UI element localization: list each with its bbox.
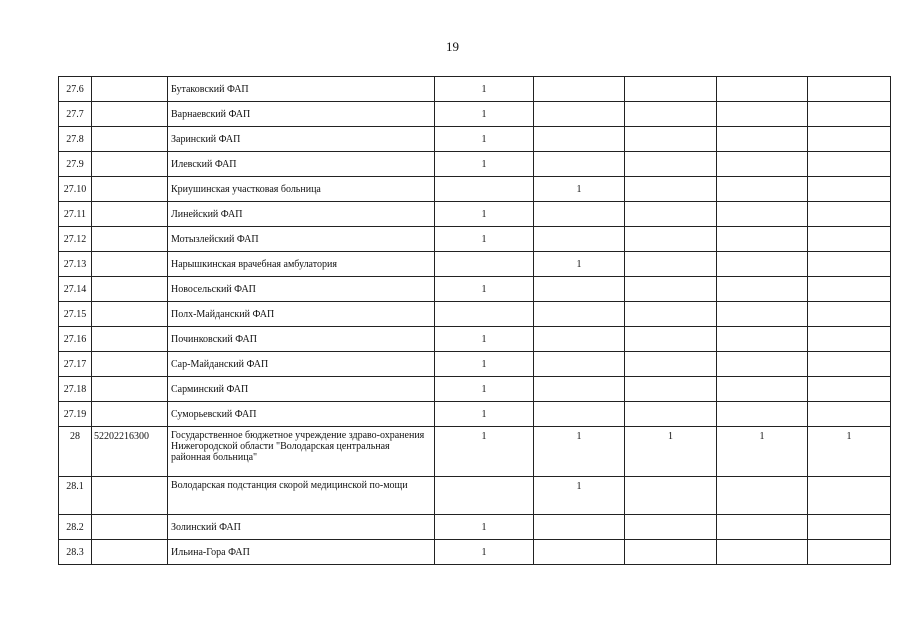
value-cell-2 xyxy=(534,127,625,152)
value-cell-4 xyxy=(717,515,808,540)
value-cell-1: 1 xyxy=(435,152,534,177)
value-cell-5 xyxy=(808,377,891,402)
value-cell-2 xyxy=(534,327,625,352)
value-cell-3 xyxy=(625,277,717,302)
value-cell-1: 1 xyxy=(435,227,534,252)
value-cell-2 xyxy=(534,352,625,377)
code-cell xyxy=(92,127,168,152)
value-cell-5 xyxy=(808,127,891,152)
code-cell xyxy=(92,202,168,227)
value-cell-4 xyxy=(717,352,808,377)
code-cell xyxy=(92,540,168,565)
value-cell-3 xyxy=(625,152,717,177)
table-row xyxy=(59,515,891,540)
value-cell-4 xyxy=(717,477,808,515)
code-cell xyxy=(92,327,168,352)
facility-name-cell: Сарминский ФАП xyxy=(168,377,435,402)
value-cell-4 xyxy=(717,77,808,102)
row-number-cell: 27.13 xyxy=(59,252,92,277)
row-number-cell: 28 xyxy=(59,427,92,477)
value-cell-5 xyxy=(808,152,891,177)
row-number-cell: 27.9 xyxy=(59,152,92,177)
code-cell xyxy=(92,77,168,102)
value-cell-1: 1 xyxy=(435,127,534,152)
table-row xyxy=(59,127,891,152)
value-cell-4 xyxy=(717,540,808,565)
value-cell-3 xyxy=(625,177,717,202)
code-cell: 52202216300 xyxy=(92,427,168,477)
value-cell-1 xyxy=(435,252,534,277)
table-row xyxy=(59,277,891,302)
row-number-cell: 27.17 xyxy=(59,352,92,377)
table-row xyxy=(59,302,891,327)
table-row xyxy=(59,227,891,252)
value-cell-5 xyxy=(808,540,891,565)
table-row xyxy=(59,252,891,277)
code-cell xyxy=(92,352,168,377)
facility-name-cell: Заринский ФАП xyxy=(168,127,435,152)
value-cell-2 xyxy=(534,202,625,227)
value-cell-5 xyxy=(808,77,891,102)
facility-name-cell: Линейский ФАП xyxy=(168,202,435,227)
value-cell-3 xyxy=(625,540,717,565)
value-cell-5 xyxy=(808,252,891,277)
value-cell-5 xyxy=(808,102,891,127)
row-number-cell: 27.14 xyxy=(59,277,92,302)
code-cell xyxy=(92,377,168,402)
value-cell-4: 1 xyxy=(717,427,808,477)
value-cell-3 xyxy=(625,377,717,402)
value-cell-1 xyxy=(435,302,534,327)
value-cell-4 xyxy=(717,227,808,252)
value-cell-1 xyxy=(435,177,534,202)
value-cell-5 xyxy=(808,177,891,202)
value-cell-1: 1 xyxy=(435,515,534,540)
row-number-cell: 27.15 xyxy=(59,302,92,327)
value-cell-2 xyxy=(534,227,625,252)
code-cell xyxy=(92,302,168,327)
value-cell-4 xyxy=(717,252,808,277)
value-cell-1 xyxy=(435,477,534,515)
value-cell-5 xyxy=(808,402,891,427)
row-number-cell: 27.18 xyxy=(59,377,92,402)
value-cell-3 xyxy=(625,327,717,352)
value-cell-1: 1 xyxy=(435,540,534,565)
row-number-cell: 27.10 xyxy=(59,177,92,202)
table-row xyxy=(59,477,891,515)
facility-name-cell: Сар-Майданский ФАП xyxy=(168,352,435,377)
value-cell-4 xyxy=(717,277,808,302)
value-cell-1: 1 xyxy=(435,402,534,427)
value-cell-5: 1 xyxy=(808,427,891,477)
row-number-cell: 27.6 xyxy=(59,77,92,102)
value-cell-5 xyxy=(808,327,891,352)
value-cell-5 xyxy=(808,477,891,515)
value-cell-3: 1 xyxy=(625,427,717,477)
facility-name-cell: Илевский ФАП xyxy=(168,152,435,177)
value-cell-1: 1 xyxy=(435,427,534,477)
code-cell xyxy=(92,227,168,252)
value-cell-4 xyxy=(717,327,808,352)
value-cell-2 xyxy=(534,377,625,402)
row-number-cell: 28.1 xyxy=(59,477,92,515)
value-cell-2 xyxy=(534,277,625,302)
value-cell-1: 1 xyxy=(435,377,534,402)
value-cell-1: 1 xyxy=(435,327,534,352)
value-cell-3 xyxy=(625,302,717,327)
row-number-cell: 27.11 xyxy=(59,202,92,227)
value-cell-3 xyxy=(625,227,717,252)
value-cell-2: 1 xyxy=(534,177,625,202)
value-cell-3 xyxy=(625,77,717,102)
value-cell-2: 1 xyxy=(534,477,625,515)
facility-name-cell: Государственное бюджетное учреждение здраво-охранения Нижегородской области "Володарская центральная районная больница" xyxy=(168,427,435,477)
value-cell-3 xyxy=(625,252,717,277)
table-row xyxy=(59,402,891,427)
table-body xyxy=(59,77,891,565)
table-row xyxy=(59,327,891,352)
table-row xyxy=(59,540,891,565)
value-cell-3 xyxy=(625,515,717,540)
value-cell-4 xyxy=(717,127,808,152)
facility-name-cell: Криушинская участковая больница xyxy=(168,177,435,202)
value-cell-1: 1 xyxy=(435,352,534,377)
row-number-cell: 27.19 xyxy=(59,402,92,427)
value-cell-2 xyxy=(534,102,625,127)
value-cell-2 xyxy=(534,302,625,327)
facility-name-cell: Полх-Майданский ФАП xyxy=(168,302,435,327)
code-cell xyxy=(92,402,168,427)
value-cell-4 xyxy=(717,377,808,402)
code-cell xyxy=(92,277,168,302)
table-row xyxy=(59,177,891,202)
code-cell xyxy=(92,515,168,540)
value-cell-4 xyxy=(717,202,808,227)
value-cell-2 xyxy=(534,540,625,565)
value-cell-5 xyxy=(808,277,891,302)
value-cell-4 xyxy=(717,402,808,427)
page-number: 19 xyxy=(446,39,459,54)
value-cell-5 xyxy=(808,227,891,252)
value-cell-4 xyxy=(717,302,808,327)
row-number-cell: 28.2 xyxy=(59,515,92,540)
value-cell-1: 1 xyxy=(435,202,534,227)
facility-name-cell: Володарская подстанция скорой медицинской по-мощи xyxy=(168,477,435,515)
table-row xyxy=(59,202,891,227)
value-cell-3 xyxy=(625,352,717,377)
value-cell-3 xyxy=(625,127,717,152)
facility-table xyxy=(58,76,891,565)
code-cell xyxy=(92,477,168,515)
code-cell xyxy=(92,177,168,202)
value-cell-3 xyxy=(625,402,717,427)
value-cell-2 xyxy=(534,77,625,102)
value-cell-2: 1 xyxy=(534,252,625,277)
facility-name-cell: Ильина-Гора ФАП xyxy=(168,540,435,565)
row-number-cell: 28.3 xyxy=(59,540,92,565)
facility-name-cell: Починковский ФАП xyxy=(168,327,435,352)
code-cell xyxy=(92,102,168,127)
value-cell-3 xyxy=(625,102,717,127)
value-cell-2 xyxy=(534,152,625,177)
facility-name-cell: Нарышкинская врачебная амбулатория xyxy=(168,252,435,277)
facility-name-cell: Бутаковский ФАП xyxy=(168,77,435,102)
row-number-cell: 27.12 xyxy=(59,227,92,252)
value-cell-5 xyxy=(808,352,891,377)
table-row xyxy=(59,152,891,177)
value-cell-4 xyxy=(717,152,808,177)
value-cell-1: 1 xyxy=(435,77,534,102)
facility-name-cell: Суморьевский ФАП xyxy=(168,402,435,427)
row-number-cell: 27.16 xyxy=(59,327,92,352)
value-cell-5 xyxy=(808,202,891,227)
value-cell-2: 1 xyxy=(534,427,625,477)
table-row xyxy=(59,427,891,477)
value-cell-5 xyxy=(808,515,891,540)
value-cell-3 xyxy=(625,477,717,515)
table-row xyxy=(59,77,891,102)
value-cell-2 xyxy=(534,402,625,427)
code-cell xyxy=(92,152,168,177)
value-cell-4 xyxy=(717,102,808,127)
facility-name-cell: Мотызлейский ФАП xyxy=(168,227,435,252)
row-number-cell: 27.8 xyxy=(59,127,92,152)
value-cell-1: 1 xyxy=(435,102,534,127)
value-cell-5 xyxy=(808,302,891,327)
facility-name-cell: Золинский ФАП xyxy=(168,515,435,540)
value-cell-2 xyxy=(534,515,625,540)
value-cell-3 xyxy=(625,202,717,227)
table-row xyxy=(59,102,891,127)
value-cell-1: 1 xyxy=(435,277,534,302)
table-row xyxy=(59,352,891,377)
value-cell-4 xyxy=(717,177,808,202)
row-number-cell: 27.7 xyxy=(59,102,92,127)
table-row xyxy=(59,377,891,402)
facility-name-cell: Варнаевский ФАП xyxy=(168,102,435,127)
facility-name-cell: Новосельский ФАП xyxy=(168,277,435,302)
code-cell xyxy=(92,252,168,277)
